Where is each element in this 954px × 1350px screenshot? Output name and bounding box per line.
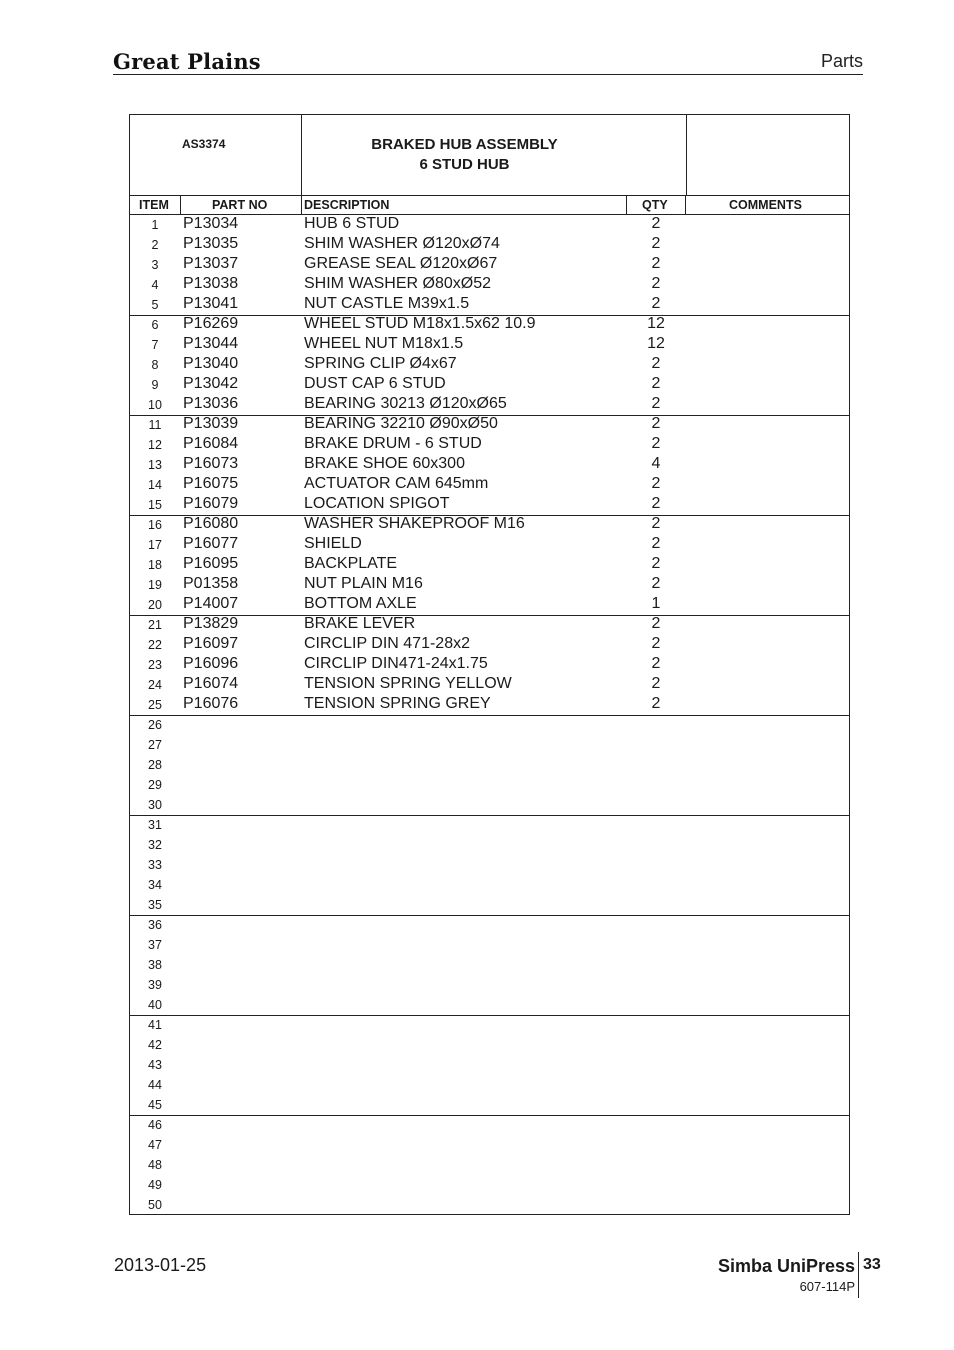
table-row	[130, 475, 849, 495]
description: CIRCLIP DIN471-24x1.75	[304, 655, 488, 672]
item-number: 25	[148, 698, 162, 712]
col-description: DESCRIPTION	[304, 198, 390, 212]
description: WHEEL STUD M18x1.5x62 10.9	[304, 315, 536, 332]
item-number: 12	[148, 438, 162, 452]
description: TENSION SPRING GREY	[304, 695, 491, 712]
table-row	[130, 795, 849, 815]
part-number: P13044	[183, 335, 239, 352]
part-number: P13038	[183, 275, 239, 292]
table-row	[130, 995, 849, 1015]
description: NUT CASTLE M39x1.5	[304, 295, 470, 312]
table-row	[130, 1135, 849, 1155]
item-number: 26	[148, 718, 162, 732]
item-number: 35	[148, 898, 162, 912]
table-row	[130, 535, 849, 555]
part-number: P16080	[183, 515, 239, 532]
description: NUT PLAIN M16	[304, 575, 423, 592]
table-row	[130, 455, 849, 475]
item-number: 45	[148, 1098, 162, 1112]
table-row	[130, 355, 849, 375]
assembly-code: AS3374	[182, 137, 226, 151]
item-number: 2	[151, 238, 159, 252]
table-row	[130, 435, 849, 455]
item-number: 22	[148, 638, 162, 652]
table-row	[130, 1095, 849, 1115]
table-row	[130, 975, 849, 995]
table-row	[130, 675, 849, 695]
description: WHEEL NUT M18x1.5	[304, 335, 464, 352]
description: DUST CAP 6 STUD	[304, 375, 446, 392]
column-headers	[130, 195, 849, 215]
part-number: P13035	[183, 235, 239, 252]
part-number: P16269	[183, 315, 239, 332]
parts-sheet	[129, 114, 850, 1215]
item-number: 41	[148, 1018, 162, 1032]
table-row	[130, 1195, 849, 1215]
quantity: 2	[651, 475, 661, 492]
description: SHIM WASHER Ø120xØ74	[304, 235, 500, 252]
table-row	[130, 235, 849, 255]
table-row	[130, 1075, 849, 1095]
item-number: 46	[148, 1118, 162, 1132]
title-block	[130, 115, 849, 196]
table-row	[130, 755, 849, 775]
description: BOTTOM AXLE	[304, 595, 417, 612]
table-row	[130, 615, 849, 635]
description: BRAKE SHOE 60x300	[304, 455, 465, 472]
quantity: 2	[651, 675, 661, 692]
section-title: Parts	[820, 51, 863, 71]
item-number: 21	[148, 618, 162, 632]
item-number: 15	[148, 498, 162, 512]
table-row	[130, 835, 849, 855]
part-number: P16077	[183, 535, 239, 552]
item-number: 49	[148, 1178, 162, 1192]
table-row	[130, 695, 849, 715]
item-number: 3	[151, 258, 159, 272]
table-row	[130, 275, 849, 295]
item-number: 27	[148, 738, 162, 752]
table-row	[130, 815, 849, 835]
table-row	[130, 1115, 849, 1135]
table-row	[130, 1015, 849, 1035]
quantity: 2	[651, 575, 661, 592]
part-number: P16073	[183, 455, 239, 472]
item-number: 42	[148, 1038, 162, 1052]
item-number: 8	[151, 358, 159, 372]
description: LOCATION SPIGOT	[304, 495, 450, 512]
part-number: P16097	[183, 635, 239, 652]
quantity: 2	[651, 215, 661, 232]
quantity: 2	[651, 535, 661, 552]
item-number: 5	[151, 298, 159, 312]
item-number: 13	[148, 458, 162, 472]
item-number: 43	[148, 1058, 162, 1072]
table-row	[130, 595, 849, 615]
quantity: 12	[647, 315, 665, 332]
quantity: 2	[651, 495, 661, 512]
item-number: 14	[148, 478, 162, 492]
col-divider	[685, 195, 686, 214]
part-number: P16096	[183, 655, 239, 672]
col-divider	[180, 195, 181, 214]
quantity: 2	[651, 615, 661, 632]
assembly-title-line1: BRAKED HUB ASSEMBLY	[371, 136, 558, 153]
description: GREASE SEAL Ø120xØ67	[304, 255, 498, 272]
item-number: 16	[148, 518, 162, 532]
item-number: 23	[148, 658, 162, 672]
description: ACTUATOR CAM 645mm	[304, 475, 489, 492]
page-number: 33	[863, 1256, 881, 1273]
table-row	[130, 335, 849, 355]
description: SHIM WASHER Ø80xØ52	[304, 275, 492, 292]
quantity: 2	[651, 295, 661, 312]
table-row	[130, 875, 849, 895]
quantity: 2	[651, 275, 661, 292]
part-number: P13039	[183, 415, 239, 432]
table-row	[130, 1175, 849, 1195]
table-row	[130, 375, 849, 395]
part-number: P13829	[183, 615, 239, 632]
item-number: 4	[151, 278, 159, 292]
footer-date: 2013-01-25	[114, 1255, 207, 1275]
table-row	[130, 1035, 849, 1055]
table-row	[130, 655, 849, 675]
part-number: P13034	[183, 215, 239, 232]
table-row	[130, 1055, 849, 1075]
item-number: 39	[148, 978, 162, 992]
table-row	[130, 895, 849, 915]
part-number: P13037	[183, 255, 239, 272]
item-number: 6	[151, 318, 159, 332]
table-row	[130, 935, 849, 955]
table-row	[130, 915, 849, 935]
item-number: 7	[151, 338, 159, 352]
assembly-title-line2: 6 STUD HUB	[419, 156, 510, 173]
quantity: 2	[651, 515, 661, 532]
part-number: P16076	[183, 695, 239, 712]
col-divider	[626, 195, 627, 214]
table-row	[130, 855, 849, 875]
description: SPRING CLIP Ø4x67	[304, 355, 457, 372]
table-row	[130, 215, 849, 235]
table-row	[130, 1155, 849, 1175]
part-number: P16074	[183, 675, 239, 692]
table-row	[130, 295, 849, 315]
quantity: 2	[651, 695, 661, 712]
table-row	[130, 415, 849, 435]
quantity: 2	[651, 395, 661, 412]
quantity: 12	[647, 335, 665, 352]
col-comments: COMMENTS	[729, 198, 802, 212]
item-number: 28	[148, 758, 162, 772]
quantity: 2	[651, 435, 661, 452]
item-number: 17	[148, 538, 162, 552]
col-divider	[301, 195, 302, 214]
item-number: 9	[151, 378, 159, 392]
table-row	[130, 515, 849, 535]
document-number: 607-114P	[799, 1279, 855, 1294]
item-number: 31	[148, 818, 162, 832]
quantity: 2	[651, 655, 661, 672]
item-number: 44	[148, 1078, 162, 1092]
description: BRAKE LEVER	[304, 615, 416, 632]
table-row	[130, 555, 849, 575]
table-row	[130, 735, 849, 755]
quantity: 2	[651, 555, 661, 572]
part-number: P13036	[183, 395, 239, 412]
part-number: P14007	[183, 595, 239, 612]
item-number: 30	[148, 798, 162, 812]
item-number: 10	[148, 398, 162, 412]
table-row	[130, 635, 849, 655]
item-number: 20	[148, 598, 162, 612]
part-number: P16075	[183, 475, 239, 492]
table-row	[130, 315, 849, 335]
quantity: 2	[651, 235, 661, 252]
col-item: ITEM	[139, 198, 169, 212]
quantity: 2	[651, 375, 661, 392]
part-number: P13042	[183, 375, 239, 392]
description: BEARING 32210 Ø90xØ50	[304, 415, 498, 432]
item-number: 36	[148, 918, 162, 932]
table-row	[130, 395, 849, 415]
item-number: 47	[148, 1138, 162, 1152]
description: HUB 6 STUD	[304, 215, 400, 232]
description: BRAKE DRUM - 6 STUD	[304, 435, 482, 452]
quantity: 2	[651, 255, 661, 272]
part-number: P16084	[183, 435, 239, 452]
item-number: 48	[148, 1158, 162, 1172]
col-part-no: PART NO	[212, 198, 268, 212]
table-row	[130, 715, 849, 735]
brand-logo: Great Plains	[113, 49, 261, 74]
item-number: 29	[148, 778, 162, 792]
quantity: 2	[651, 415, 661, 432]
item-number: 33	[148, 858, 162, 872]
item-number: 18	[148, 558, 162, 572]
part-number: P16079	[183, 495, 239, 512]
footer-product: Simba UniPress	[717, 1256, 855, 1276]
item-number: 37	[148, 938, 162, 952]
description: WASHER SHAKEPROOF M16	[304, 515, 525, 532]
description: BEARING 30213 Ø120xØ65	[304, 395, 507, 412]
item-number: 34	[148, 878, 162, 892]
item-number: 40	[148, 998, 162, 1012]
description: TENSION SPRING YELLOW	[304, 675, 512, 692]
quantity: 2	[651, 635, 661, 652]
item-number: 1	[151, 218, 159, 232]
part-number: P13040	[183, 355, 239, 372]
description: BACKPLATE	[304, 555, 398, 572]
part-number: P13041	[183, 295, 239, 312]
item-number: 32	[148, 838, 162, 852]
table-row	[130, 575, 849, 595]
table-row	[130, 775, 849, 795]
table-row	[130, 495, 849, 515]
table-row	[130, 255, 849, 275]
quantity: 2	[651, 355, 661, 372]
description: SHIELD	[304, 535, 362, 552]
item-number: 50	[148, 1198, 162, 1212]
quantity: 1	[651, 595, 661, 612]
description: CIRCLIP DIN 471-28x2	[304, 635, 470, 652]
part-number: P16095	[183, 555, 239, 572]
item-number: 24	[148, 678, 162, 692]
table-row	[130, 955, 849, 975]
part-number: P01358	[183, 575, 239, 592]
quantity: 4	[651, 455, 661, 472]
assembly-title	[302, 135, 627, 175]
header-rule	[113, 74, 863, 75]
footer-divider	[858, 1252, 859, 1298]
assembly-title-cell	[301, 115, 687, 195]
item-number: 19	[148, 578, 162, 592]
item-number: 38	[148, 958, 162, 972]
col-qty: QTY	[642, 198, 668, 212]
item-number: 11	[148, 418, 162, 432]
